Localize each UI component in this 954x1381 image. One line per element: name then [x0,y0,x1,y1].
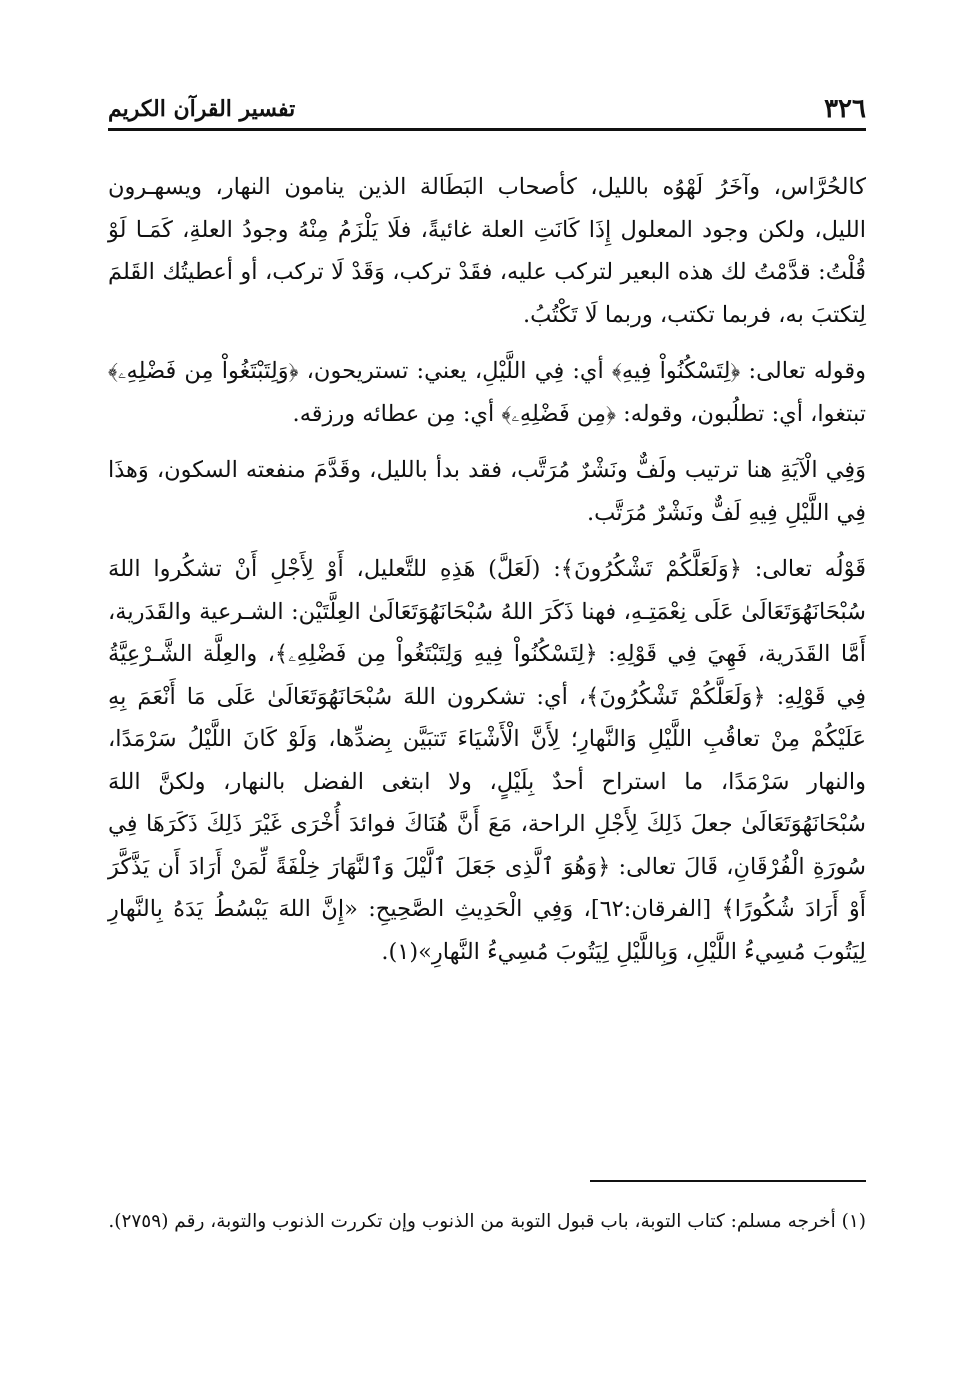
footnote-text: (١) أخرجه مسلم: كتاب التوبة، باب قبول التوبة من الذنوب وإن تكررت الذنوب والتوبة، رقم (٢٧٥٩). [108,1211,866,1232]
footnote [108,1204,866,1240]
paragraph: كالحُرَّاس، وآخَرُ لَهْوُه بالليل، كأصحاب البَطَالة الذين ينامون النهار، ويسهـرون الليل، ولكن وجود المعلول إِذَا كَانَتِ العلة غائيةً، فلَا يَلْزَمُ مِنْهُ وجودُ العلةِ، كَمَـا لَوْ قُلْتُ: قدَّمْتُ لك هذه البعير لتركب عليه، فقَدْ تركب، وَقَدْ لَا تركب، أو أعطيتُك القَلمَ لِتكتبَ به، فربما تكتب، وربما لَا تَكْتُبُ. [108,174,866,328]
footnote-divider [590,1180,866,1182]
page-header [108,92,866,131]
body-text [108,166,866,987]
page-number: ٣٢٦ [824,94,866,124]
paragraph: وَفِي الْآيَةِ هنا ترتيب ولَفٌّ ونَشْرٌ مُرَتَّب، فقد بدأ بالليل، وقَدَّمَ منفعته السكون، وَهذَا فِي اللَّيْلِ فِيهِ لَفٌّ ونَشْرٌ مُرَتَّب. [108,457,866,526]
paragraph: وقوله تعالى: ﴿لِتَسْكُنُواْ فِيهِ﴾ أي: فِي اللَّيْلِ، يعني: تستريحون، ﴿وَلِتَبْتَغُواْ مِن فَضْلِهِۦ﴾ تبتغوا، أي: تطلُبون، وقوله: ﴿مِن فَضْلِهِۦ﴾ أي: مِن عطائه ورزقه. [108,358,866,427]
running-title: تفسير القرآن الكريم [108,96,296,122]
paragraph: قَوْلُه تعالى: ﴿وَلَعَلَّكُمْ تَشْكُرُونَ﴾: (لَعَلَّ) هَذِهِ للتَّعليل، أَوْ لِأَجْلِ أَنْ تشكُروا اللهَ سُبْحَانَهُوَتَعَالَىٰ عَلَى نِعْمَتِـهِ، فهنا ذَكَرَ اللهُ سُبْحَانَهُوَتَعَالَىٰ العِلَّتَيْن: الشـرعية والقَدَرية، أَمَّا القَدَرية، فَهِيَ فِي قَوْلِهِ: ﴿لِتَسْكُنُواْ فِيهِ وَلِتَبْتَغُواْ مِن فَضْلِهِۦ﴾، والعِلَّة الشَّـرْعِيَّةُ فِي قَوْلِهِ: ﴿وَلَعَلَّكُمْ تَشْكُرُونَ﴾، أي: تشكرون اللهَ سُبْحَانَهُوَتَعَالَىٰ عَلَى مَا أَنْعَمَ بِهِ عَلَيْكُمْ مِنْ تعاقُبِ اللَّيْلِ وَالنَّهارِ؛ لِأَنَّ الْأَشْيَاءَ تَتبَيَّن بِضدِّها، وَلَوْ كَانَ اللَّيْلُ سَرْمَدًا، والنهار سَرْمَدًا، ما استراح أحدٌ بِلَيْلٍ، ولا ابتغى الفضل بالنهار، ولكنَّ اللهَ سُبْحَانَهُوَتَعَالَىٰ جعلَ ذَلِكَ لِأَجْلِ الراحة، مَعَ أَنَّ هُنَاكَ فوائدَ أُخْرَى غَيْرَ ذَلِكَ ذَكَرَهَا فِي سُورَةِ الْفُرْقَانِ، قَالَ تعالى: ﴿وَهُوَ ٱلَّذِى جَعَلَ ٱلَّيْلَ وَٱلنَّهَارَ خِلْفَةً لِّمَنْ أَرَادَ أَن يَذَّكَّرَ أَوْ أَرَادَ شُكُورًا﴾ [الفرقان:٦٢]، وَفِي الْحَدِيثِ الصَّحِيحِ: «إِنَّ اللهَ يَبْسُطُ يَدَهُ بِالنَّهارِ لِيَتُوبَ مُسِيءُ اللَّيْلِ، وَبِاللَّيْلِ لِيَتُوبَ مُسِيءُ النَّهارِ»(١). [108,556,866,965]
